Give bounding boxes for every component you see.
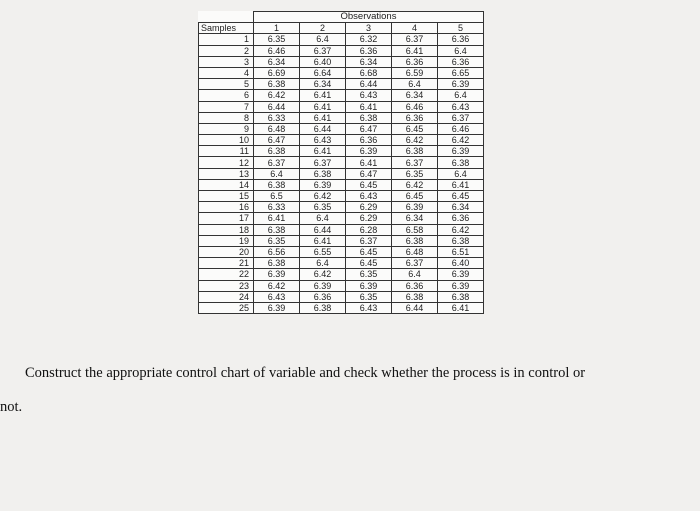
sample-number-cell: 9	[199, 123, 254, 134]
observation-cell: 6.39	[438, 269, 484, 280]
table-row	[199, 34, 484, 45]
sample-number-cell: 7	[199, 101, 254, 112]
table-row	[199, 302, 484, 313]
table-row	[199, 67, 484, 78]
table-row	[199, 157, 484, 168]
observation-cell: 6.45	[392, 191, 438, 202]
sample-number-cell: 13	[199, 168, 254, 179]
column-header: 2	[300, 23, 346, 34]
observation-cell: 6.36	[346, 45, 392, 56]
sample-number-cell: 24	[199, 291, 254, 302]
sample-number-cell: 23	[199, 280, 254, 291]
observation-cell: 6.44	[392, 302, 438, 313]
column-header: 5	[438, 23, 484, 34]
samples-header: Samples	[199, 23, 254, 34]
observation-cell: 6.65	[438, 67, 484, 78]
observation-cell: 6.38	[254, 224, 300, 235]
observation-cell: 6.64	[300, 67, 346, 78]
table-row	[199, 280, 484, 291]
sample-number-cell: 11	[199, 146, 254, 157]
observation-cell: 6.29	[346, 213, 392, 224]
observation-cell: 6.43	[346, 302, 392, 313]
observation-cell: 6.38	[254, 179, 300, 190]
observation-cell: 6.41	[346, 157, 392, 168]
observation-cell: 6.38	[300, 302, 346, 313]
observation-cell: 6.45	[438, 191, 484, 202]
observation-cell: 6.45	[346, 246, 392, 257]
observation-cell: 6.46	[392, 101, 438, 112]
observation-cell: 6.41	[300, 146, 346, 157]
observation-cell: 6.34	[392, 213, 438, 224]
observation-cell: 6.42	[254, 280, 300, 291]
observation-cell: 6.42	[438, 224, 484, 235]
sample-number-cell: 6	[199, 90, 254, 101]
observation-cell: 6.41	[254, 213, 300, 224]
observation-cell: 6.33	[254, 112, 300, 123]
sample-number-cell: 15	[199, 191, 254, 202]
table-row	[199, 258, 484, 269]
sample-number-cell: 5	[199, 79, 254, 90]
observation-cell: 6.45	[346, 179, 392, 190]
observation-cell: 6.43	[300, 135, 346, 146]
observation-cell: 6.68	[346, 67, 392, 78]
table-row	[199, 90, 484, 101]
observation-cell: 6.42	[254, 90, 300, 101]
observation-cell: 6.39	[254, 269, 300, 280]
observation-cell: 6.42	[438, 135, 484, 146]
observation-cell: 6.42	[392, 179, 438, 190]
table-row	[199, 79, 484, 90]
sample-number-cell: 8	[199, 112, 254, 123]
table-row	[199, 191, 484, 202]
observation-cell: 6.36	[300, 291, 346, 302]
observation-cell: 6.47	[346, 168, 392, 179]
observation-cell: 6.51	[438, 246, 484, 257]
observation-cell: 6.43	[254, 291, 300, 302]
observation-cell: 6.38	[438, 235, 484, 246]
observation-cell: 6.33	[254, 202, 300, 213]
samples-header-spacer	[199, 12, 254, 23]
observation-cell: 6.35	[254, 235, 300, 246]
observation-cell: 6.34	[392, 90, 438, 101]
observation-cell: 6.41	[300, 90, 346, 101]
observation-cell: 6.48	[254, 123, 300, 134]
observation-cell: 6.41	[438, 179, 484, 190]
observation-cell: 6.35	[254, 34, 300, 45]
observation-cell: 6.4	[438, 168, 484, 179]
observation-cell: 6.36	[346, 135, 392, 146]
observation-cell: 6.41	[392, 45, 438, 56]
table-row	[199, 213, 484, 224]
observation-cell: 6.41	[346, 101, 392, 112]
bleed-through-text	[40, 40, 43, 56]
observation-cell: 6.38	[254, 79, 300, 90]
observation-cell: 6.36	[392, 56, 438, 67]
table-row	[199, 135, 484, 146]
sample-number-cell: 16	[199, 202, 254, 213]
observation-cell: 6.55	[300, 246, 346, 257]
table-caption-row	[199, 12, 484, 23]
observation-cell: 6.45	[392, 123, 438, 134]
observation-cell: 6.69	[254, 67, 300, 78]
sample-number-cell: 10	[199, 135, 254, 146]
observations-table-container	[198, 11, 484, 314]
observation-cell: 6.37	[392, 34, 438, 45]
observation-cell: 6.40	[438, 258, 484, 269]
sample-number-cell: 19	[199, 235, 254, 246]
observation-cell: 6.37	[392, 258, 438, 269]
observation-cell: 6.47	[254, 135, 300, 146]
observation-cell: 6.42	[392, 135, 438, 146]
sample-number-cell: 18	[199, 224, 254, 235]
observation-cell: 6.4	[392, 79, 438, 90]
observation-cell: 6.38	[254, 146, 300, 157]
table-row	[199, 45, 484, 56]
observation-cell: 6.59	[392, 67, 438, 78]
observation-cell: 6.38	[438, 291, 484, 302]
observation-cell: 6.38	[392, 291, 438, 302]
observation-cell: 6.45	[346, 258, 392, 269]
observation-cell: 6.37	[346, 235, 392, 246]
table-row	[199, 224, 484, 235]
table-row	[199, 179, 484, 190]
observation-cell: 6.34	[346, 56, 392, 67]
observation-cell: 6.4	[300, 34, 346, 45]
question-text-continued: not.	[0, 399, 23, 415]
observation-cell: 6.4	[254, 168, 300, 179]
sample-number-cell: 22	[199, 269, 254, 280]
observation-cell: 6.4	[438, 45, 484, 56]
observation-cell: 6.43	[438, 101, 484, 112]
table-header-row	[199, 23, 484, 34]
observation-cell: 6.38	[438, 157, 484, 168]
sample-number-cell: 14	[199, 179, 254, 190]
observation-cell: 6.48	[392, 246, 438, 257]
sample-number-cell: 3	[199, 56, 254, 67]
observation-cell: 6.44	[346, 79, 392, 90]
observation-cell: 6.38	[392, 235, 438, 246]
table-row	[199, 168, 484, 179]
table-row	[199, 56, 484, 67]
table-row	[199, 291, 484, 302]
sample-number-cell: 17	[199, 213, 254, 224]
table-row	[199, 269, 484, 280]
observation-cell: 6.36	[438, 213, 484, 224]
observation-cell: 6.36	[392, 280, 438, 291]
observation-cell: 6.38	[254, 258, 300, 269]
observation-cell: 6.37	[300, 157, 346, 168]
observation-cell: 6.38	[300, 168, 346, 179]
observation-cell: 6.37	[254, 157, 300, 168]
observation-cell: 6.5	[254, 191, 300, 202]
question-text: Construct the appropriate control chart of variable and check whether the process is in control or	[25, 365, 586, 381]
observation-cell: 6.34	[300, 79, 346, 90]
observation-cell: 6.37	[300, 45, 346, 56]
observations-table-body	[199, 34, 484, 314]
sample-number-cell: 21	[199, 258, 254, 269]
column-header: 4	[392, 23, 438, 34]
observations-table	[198, 11, 484, 314]
column-header: 1	[254, 23, 300, 34]
observation-cell: 6.39	[346, 146, 392, 157]
observation-cell: 6.38	[392, 146, 438, 157]
observation-cell: 6.41	[300, 112, 346, 123]
observation-cell: 6.4	[392, 269, 438, 280]
observation-cell: 6.46	[438, 123, 484, 134]
observation-cell: 6.39	[438, 79, 484, 90]
observation-cell: 6.41	[300, 235, 346, 246]
observation-cell: 6.35	[300, 202, 346, 213]
observation-cell: 6.41	[438, 302, 484, 313]
observation-cell: 6.42	[300, 191, 346, 202]
table-row	[199, 112, 484, 123]
observation-cell: 6.36	[438, 56, 484, 67]
sample-number-cell: 1	[199, 34, 254, 45]
observation-cell: 6.4	[438, 90, 484, 101]
table-row	[199, 246, 484, 257]
column-header: 3	[346, 23, 392, 34]
observation-cell: 6.29	[346, 202, 392, 213]
observation-cell: 6.43	[346, 90, 392, 101]
observation-cell: 6.39	[254, 302, 300, 313]
observation-cell: 6.36	[392, 112, 438, 123]
table-row	[199, 123, 484, 134]
sample-number-cell: 12	[199, 157, 254, 168]
observation-cell: 6.36	[438, 34, 484, 45]
observation-cell: 6.40	[300, 56, 346, 67]
table-row	[199, 101, 484, 112]
observation-cell: 6.39	[300, 280, 346, 291]
observation-cell: 6.35	[346, 291, 392, 302]
observation-cell: 6.38	[346, 112, 392, 123]
observation-cell: 6.42	[300, 269, 346, 280]
observation-cell: 6.35	[392, 168, 438, 179]
observation-cell: 6.46	[254, 45, 300, 56]
observation-cell: 6.34	[254, 56, 300, 67]
observation-cell: 6.37	[438, 112, 484, 123]
observation-cell: 6.44	[254, 101, 300, 112]
observations-caption: Observations	[254, 12, 484, 23]
sample-number-cell: 2	[199, 45, 254, 56]
observation-cell: 6.35	[346, 269, 392, 280]
sample-number-cell: 4	[199, 67, 254, 78]
observation-cell: 6.47	[346, 123, 392, 134]
observation-cell: 6.44	[300, 123, 346, 134]
table-row	[199, 146, 484, 157]
observation-cell: 6.34	[438, 202, 484, 213]
observation-cell: 6.39	[438, 280, 484, 291]
observation-cell: 6.39	[392, 202, 438, 213]
observation-cell: 6.28	[346, 224, 392, 235]
sample-number-cell: 25	[199, 302, 254, 313]
observation-cell: 6.58	[392, 224, 438, 235]
observation-cell: 6.4	[300, 213, 346, 224]
observation-cell: 6.41	[300, 101, 346, 112]
observation-cell: 6.32	[346, 34, 392, 45]
observation-cell: 6.39	[300, 179, 346, 190]
observation-cell: 6.4	[300, 258, 346, 269]
table-row	[199, 235, 484, 246]
observation-cell: 6.44	[300, 224, 346, 235]
sample-number-cell: 20	[199, 246, 254, 257]
table-row	[199, 202, 484, 213]
observation-cell: 6.43	[346, 191, 392, 202]
observation-cell: 6.39	[438, 146, 484, 157]
observation-cell: 6.37	[392, 157, 438, 168]
observation-cell: 6.39	[346, 280, 392, 291]
observation-cell: 6.56	[254, 246, 300, 257]
